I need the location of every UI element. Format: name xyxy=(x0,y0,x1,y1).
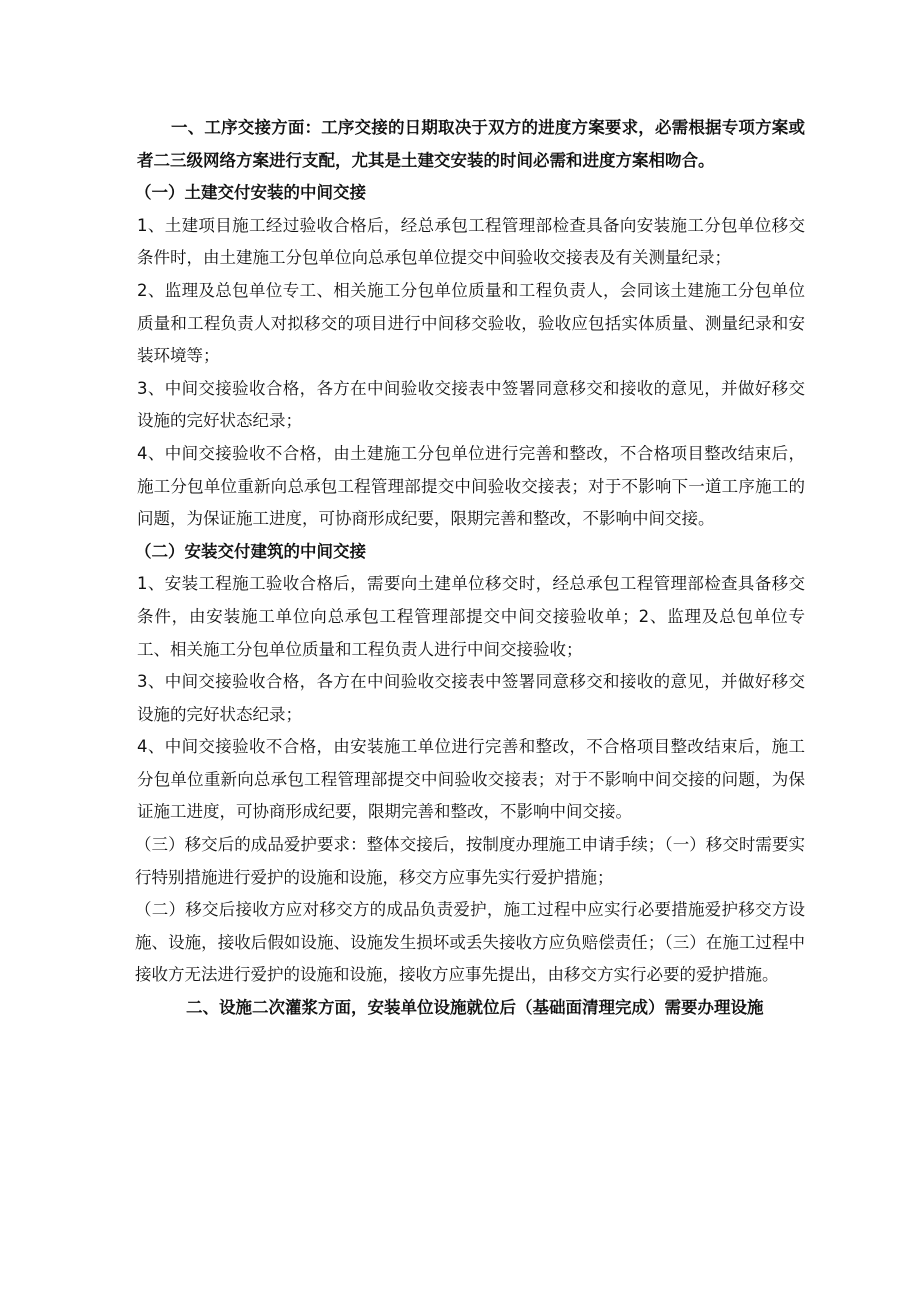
subheading-installation-to-building: （二）安装交付建筑的中间交接 xyxy=(135,541,366,561)
paragraph-product-protection-2: （二）移交后接收方应对移交方的成品负责爱护，施工过程中应实行必要措施爱护移交方设施、设施，接收后假如设施、设施发生损坏或丢失接收方应负赔偿责任；（三）在施工过程中接收方无法进行爱护的设施和设施，接收方应事先提出，由移交方实行必要的爱护措施。 xyxy=(135,900,805,985)
paragraph-installation-item-1-2: 1、安装工程施工验收合格后，需要向土建单位移交时，经总承包工程管理部检查具备移交条件，由安装施工单位向总承包工程管理部提交中间交接验收单；2、监理及总包单位专工、相关施工分包单位质量和工程负责人进行中间交接验收； xyxy=(137,574,805,659)
paragraph-product-protection-1: （三）移交后的成品爱护要求：整体交接后，按制度办理施工申请手续；（一）移交时需要实行特别措施进行爱护的设施和设施，移交方应事先实行爱护措施； xyxy=(135,835,805,887)
section-one-intro: 一、工序交接方面：工序交接的日期取决于双方的进度方案要求，必需根据专项方案或者二三级网络方案进行支配，尤其是土建交安装的时间必需和进度方案相吻合。 xyxy=(137,118,805,170)
document-body xyxy=(137,112,805,1025)
paragraph-installation-item-4: 4、中间交接验收不合格，由安装施工单位进行完善和整改，不合格项目整改结束后，施工分包单位重新向总承包工程管理部提交中间验收交接表；对于不影响中间交接的问题，为保证施工进度，可协商形成纪要，限期完善和整改，不影响中间交接。 xyxy=(137,737,805,822)
paragraph-installation-item-3: 3、中间交接验收合格，各方在中间验收交接表中签署同意移交和接收的意见，并做好移交设施的完好状态纪录； xyxy=(137,672,805,724)
section-two-intro: 二、设施二次灌浆方面，安装单位设施就位后（基础面清理完成）需要办理设施 xyxy=(186,998,764,1018)
paragraph-civil-item-2: 2、监理及总包单位专工、相关施工分包单位质量和工程负责人，会同该土建施工分包单位质量和工程负责人对拟移交的项目进行中间移交验收，验收应包括实体质量、测量纪录和安装环境等； xyxy=(137,280,805,366)
subheading-civil-to-installation: （一）土建交付安装的中间交接 xyxy=(135,183,366,203)
paragraph-civil-item-1: 1、土建项目施工经过验收合格后，经总承包工程管理部检查具备向安装施工分包单位移交条件时，由土建施工分包单位向总承包单位提交中间验收交接表及有关测量纪录； xyxy=(137,215,805,268)
paragraph-civil-item-3: 3、中间交接验收合格，各方在中间验收交接表中签署同意移交和接收的意见，并做好移交设施的完好状态纪录； xyxy=(137,378,805,431)
paragraph-civil-item-4: 4、中间交接验收不合格，由土建施工分包单位进行完善和整改，不合格项目整改结束后，施工分包单位重新向总承包工程管理部提交中间验收交接表；对于不影响下一道工序施工的问题，为保证施工进度，可协商形成纪要，限期完善和整改，不影响中间交接。 xyxy=(137,443,805,529)
